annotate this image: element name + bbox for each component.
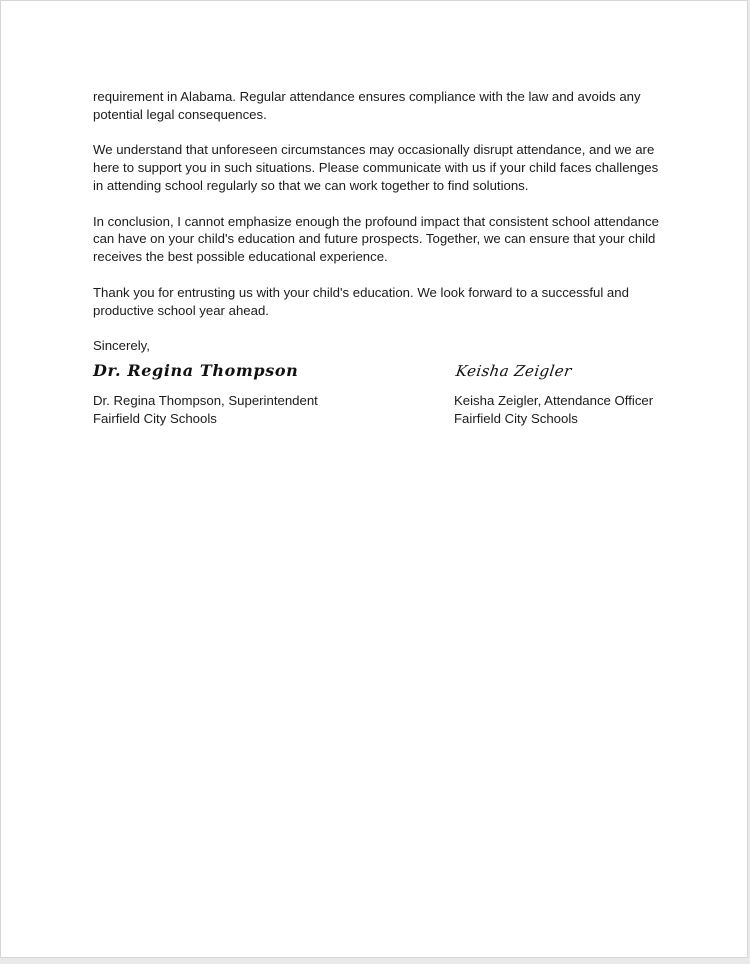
paragraph-thank-you: Thank you for entrusting us with your child's education. We look forward to a successful and productive school year ahead. (93, 284, 629, 318)
paragraph-conclusion: In conclusion, I cannot emphasize enough the profound impact that consistent school attendance can have on your child's education and future prospects. Together, we can ensure that your child receives the best possible educational experience. (93, 213, 659, 265)
signature-block-superintendent (93, 359, 318, 428)
handwritten-signature-attendance-officer: Keisha Zeigler (454, 362, 573, 380)
letter-body (93, 88, 668, 373)
signatory-name-title: Dr. Regina Thompson, Superintendent (93, 393, 318, 408)
signatory-organization: Fairfield City Schools (93, 410, 217, 426)
signature-block-attendance-officer (454, 359, 653, 428)
closing-salutation: Sincerely, (93, 338, 150, 354)
handwritten-signature-superintendent: Dr. Regina Thompson (93, 361, 299, 380)
signatory-name-title: Keisha Zeigler, Attendance Officer (454, 393, 654, 408)
paragraph-support: We understand that unforeseen circumstances may occasionally disrupt attendance, and we are here to support you in such situations. Please communicate with us if your child faces challenges in attending school regularly so that we can work together to find solutions. (93, 142, 659, 193)
paragraph-legal-requirement: requirement in Alabama. Regular attendance ensures compliance with the law and avoids any potential legal consequences. (93, 89, 641, 122)
signature-section (93, 359, 713, 439)
signatory-organization: Fairfield City Schools (454, 410, 578, 426)
